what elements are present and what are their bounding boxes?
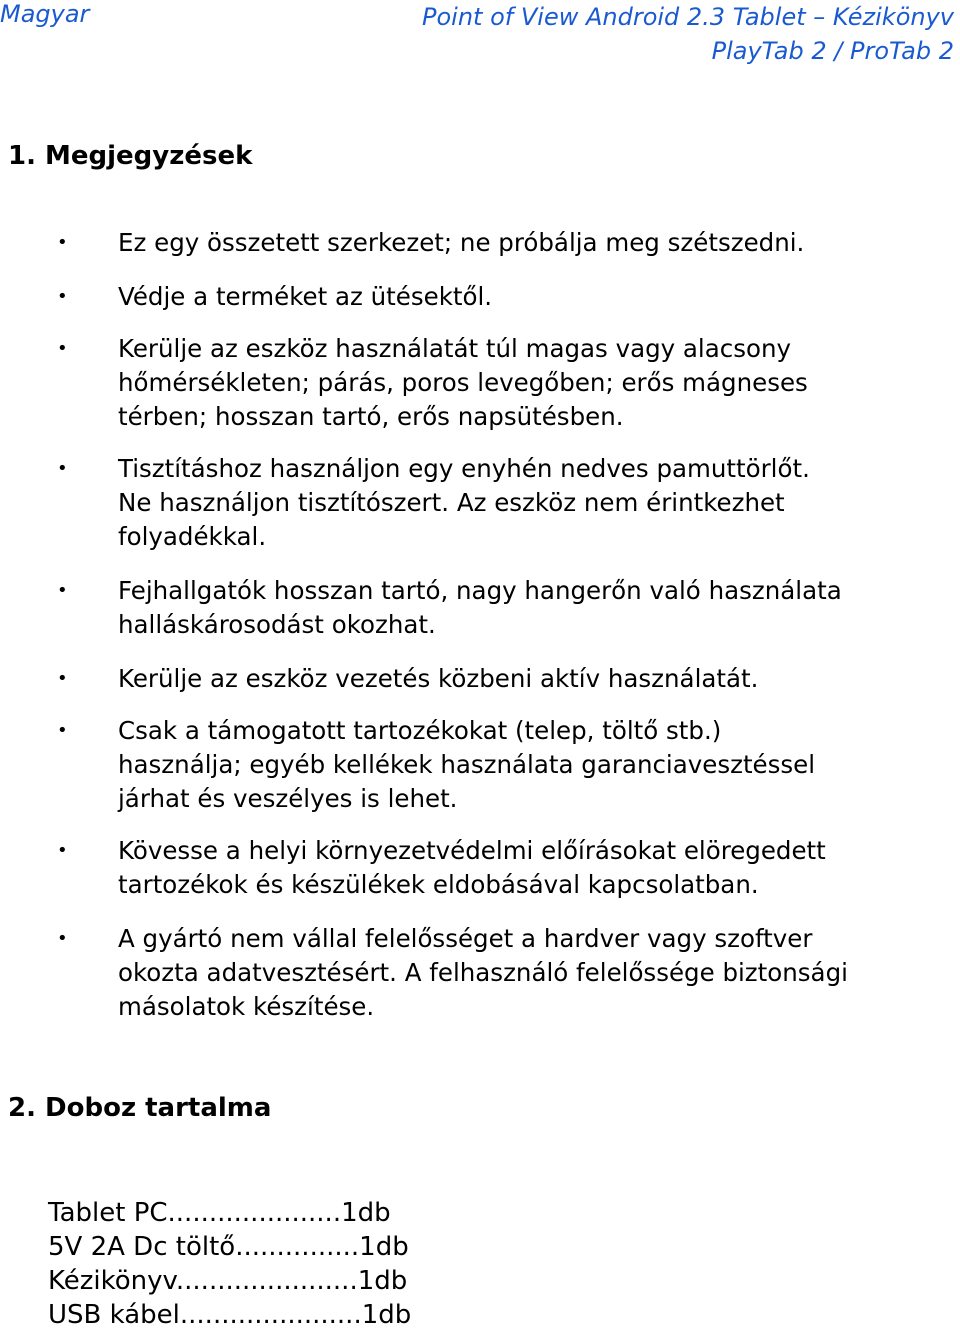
note-text	[118, 452, 956, 554]
note-text	[118, 332, 956, 434]
note-line: használja; egyéb kellékek használata garanciavesztéssel	[118, 750, 816, 779]
note-line: Kerülje az eszköz használatát túl magas vagy alacsony	[118, 334, 792, 363]
note-line: térben; hosszan tartó, erős napsütésben.	[118, 402, 624, 431]
bullet-icon: •	[57, 720, 68, 741]
box-item: Kézikönyv......................1db	[48, 1266, 408, 1296]
box-item: 5V 2A Dc töltő...............1db	[48, 1232, 409, 1262]
note-line: okozta adatvesztésért. A felhasználó felelőssége biztonsági	[118, 958, 848, 987]
header-title-line-2: PlayTab 2 / ProTab 2	[711, 37, 954, 65]
note-text	[118, 226, 956, 260]
bullet-icon: •	[57, 286, 68, 307]
note-text	[118, 662, 956, 696]
header-title	[422, 0, 954, 68]
note-line: Tisztításhoz használjon egy enyhén nedves pamuttörlőt.	[118, 454, 810, 483]
note-line: folyadékkal.	[118, 522, 267, 551]
box-contents-list	[48, 1196, 411, 1332]
note-text	[118, 922, 956, 1024]
note-line: Csak a támogatott tartozékokat (telep, töltő stb.)	[118, 716, 722, 745]
note-line: Kerülje az eszköz vezetés közbeni aktív használatát.	[118, 664, 759, 693]
bullet-icon: •	[57, 458, 68, 479]
bullet-icon: •	[57, 232, 68, 253]
note-line: járhat és veszélyes is lehet.	[118, 784, 458, 813]
bullet-icon: •	[57, 338, 68, 359]
bullet-icon: •	[57, 840, 68, 861]
bullet-icon: •	[57, 668, 68, 689]
note-line: hőmérsékleten; párás, poros levegőben; erős mágneses	[118, 368, 808, 397]
bullet-icon: •	[57, 928, 68, 949]
note-line: másolatok készítése.	[118, 992, 375, 1021]
note-text	[118, 714, 956, 816]
note-text	[118, 280, 956, 314]
note-line: halláskárosodást okozhat.	[118, 610, 436, 639]
bullet-icon: •	[57, 580, 68, 601]
note-line: Fejhallgatók hosszan tartó, nagy hangerőn való használata	[118, 576, 842, 605]
note-line: Védje a terméket az ütésektől.	[118, 282, 493, 311]
header-title-line-1: Point of View Android 2.3 Tablet – Kézikönyv	[422, 3, 954, 31]
note-line: tartozékok és készülékek eldobásával kapcsolatban.	[118, 870, 759, 899]
section-title-notes: 1. Megjegyzések	[8, 141, 253, 171]
note-text	[118, 834, 956, 902]
note-line: A gyártó nem vállal felelősséget a hardver vagy szoftver	[118, 924, 813, 953]
note-line: Ez egy összetett szerkezet; ne próbálja meg szétszedni.	[118, 228, 805, 257]
section-title-box-contents: 2. Doboz tartalma	[8, 1093, 272, 1123]
box-item: Tablet PC.....................1db	[48, 1198, 391, 1228]
box-item: USB kábel......................1db	[48, 1300, 412, 1330]
note-text	[118, 574, 956, 642]
note-line: Ne használjon tisztítószert. Az eszköz nem érintkezhet	[118, 488, 785, 517]
note-line: Kövesse a helyi környezetvédelmi előírásokat elöregedett	[118, 836, 826, 865]
header-language: Magyar	[0, 0, 90, 28]
